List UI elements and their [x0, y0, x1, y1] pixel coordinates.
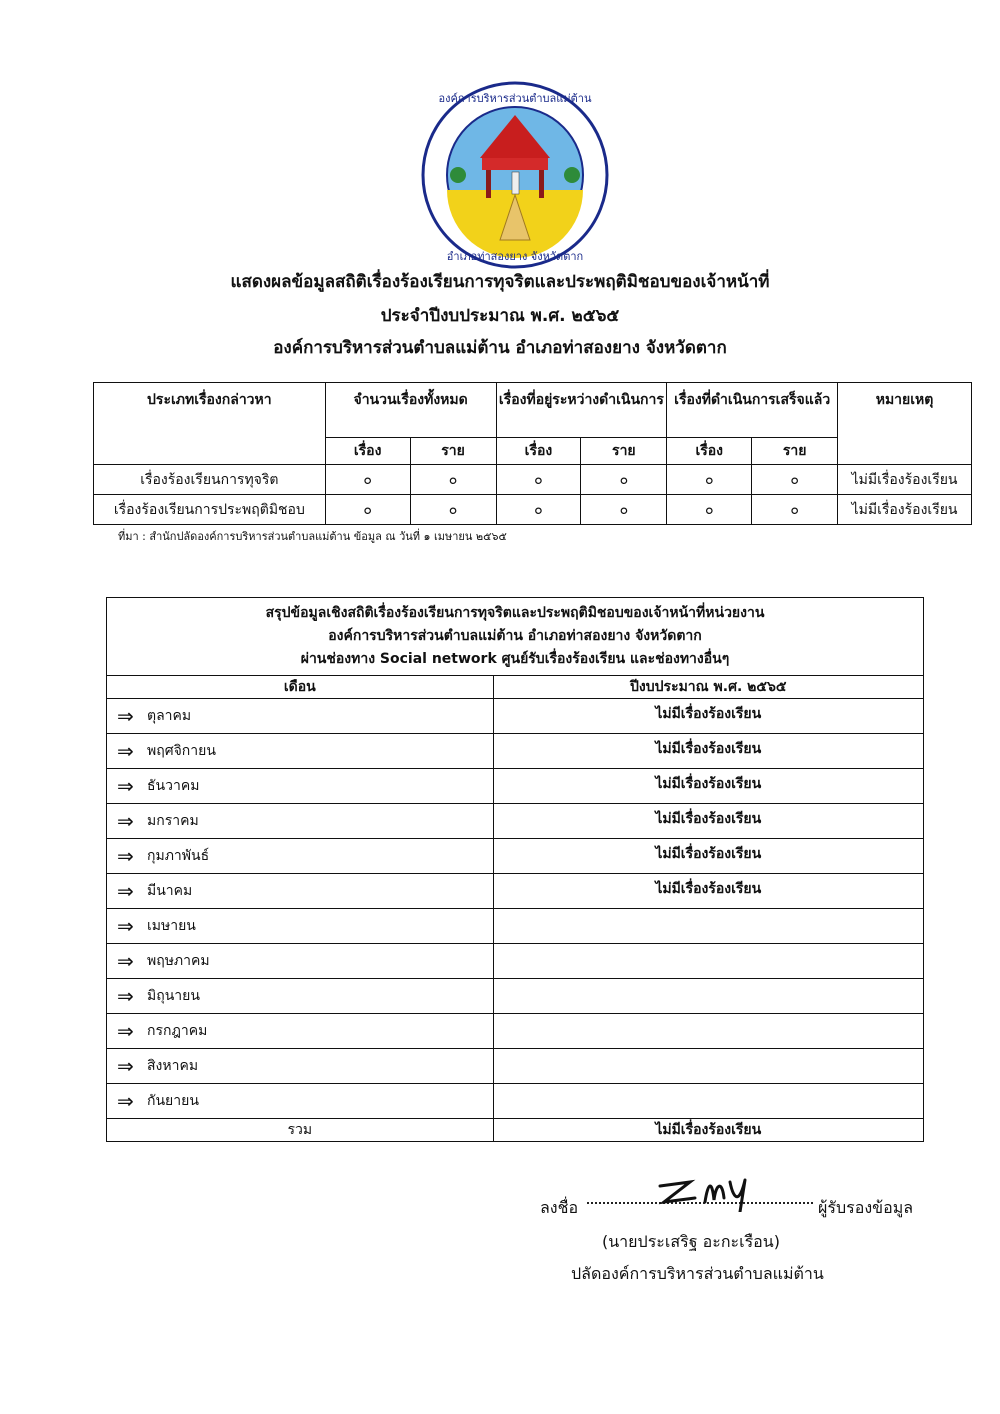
value-cell: ๐: [325, 465, 410, 495]
month-name: ธันวาคม: [147, 778, 200, 794]
table-row: [107, 734, 924, 769]
month-value: ไม่มีเรื่องร้องเรียน: [493, 769, 923, 804]
month-cell: [107, 979, 494, 1014]
subheader-case: ราย: [410, 438, 496, 465]
header-month: เดือน: [107, 676, 494, 699]
sign-label: ลงชื่อ: [540, 1198, 579, 1217]
table-row: [107, 699, 924, 734]
table-row: [107, 769, 924, 804]
right-double-arrow-icon: ⇒: [117, 774, 134, 798]
monthly-summary-table: [106, 597, 924, 1142]
month-value: [493, 909, 923, 944]
right-double-arrow-icon: ⇒: [117, 1019, 134, 1043]
header-remark: หมายเหตุ: [838, 383, 972, 465]
month-value: [493, 944, 923, 979]
subheader-story: เรื่อง: [496, 438, 581, 465]
table-row: [94, 495, 972, 525]
month-cell: [107, 874, 494, 909]
table-row: [107, 1014, 924, 1049]
month-name: มิถุนายน: [147, 988, 200, 1004]
value-cell: ๐: [667, 465, 752, 495]
month-cell: [107, 1084, 494, 1119]
table-row: [107, 979, 924, 1014]
value-cell: ๐: [410, 495, 496, 525]
remark-cell: ไม่มีเรื่องร้องเรียน: [838, 465, 972, 495]
complaint-stats-table: [93, 382, 972, 525]
month-name: พฤษภาคม: [147, 953, 210, 969]
header-in-progress: เรื่องที่อยู่ระหว่างดำเนินการ: [496, 383, 667, 438]
month-value: [493, 1014, 923, 1049]
value-cell: ๐: [752, 495, 838, 525]
subheader-case: ราย: [581, 438, 667, 465]
right-double-arrow-icon: ⇒: [117, 739, 134, 763]
fiscal-year-subtitle: ประจำปีงบประมาณ พ.ศ. ๒๕๖๕: [380, 306, 620, 326]
month-cell: [107, 944, 494, 979]
subheader-case: ราย: [752, 438, 838, 465]
month-name: กันยายน: [147, 1093, 199, 1109]
month-name: มกราคม: [147, 813, 199, 829]
month-name: พฤศจิกายน: [147, 743, 216, 759]
right-double-arrow-icon: ⇒: [117, 704, 134, 728]
table-row: [107, 839, 924, 874]
total-label: รวม: [107, 1119, 494, 1142]
month-cell: [107, 734, 494, 769]
month-cell: [107, 804, 494, 839]
table-row: [107, 944, 924, 979]
summary-title-line2: องค์การบริหารส่วนตำบลแม่ต้าน อำเภอท่าสองยาง จังหวัดตาก: [328, 628, 702, 644]
summary-title-line3: ผ่านช่องทาง Social network ศูนย์รับเรื่องร้องเรียน และช่องทางอื่นๆ: [300, 651, 730, 667]
right-double-arrow-icon: ⇒: [117, 949, 134, 973]
value-cell: ๐: [752, 465, 838, 495]
certifier-label: ผู้รับรองข้อมูล: [818, 1198, 914, 1217]
value-cell: ๐: [581, 495, 667, 525]
value-cell: ๐: [496, 495, 581, 525]
organization-subtitle: องค์การบริหารส่วนตำบลแม่ต้าน อำเภอท่าสองยาง จังหวัดตาก: [273, 338, 727, 358]
logo-text-bottom: อำเภอท่าสองยาง จังหวัดตาก: [446, 250, 584, 263]
month-value: ไม่มีเรื่องร้องเรียน: [493, 804, 923, 839]
report-title: แสดงผลข้อมูลสถิติเรื่องร้องเรียนการทุจริตและประพฤติมิชอบของเจ้าหน้าที่: [230, 272, 770, 292]
month-name: มีนาคม: [147, 883, 193, 899]
month-value: ไม่มีเรื่องร้องเรียน: [493, 874, 923, 909]
signer-name: (นายประเสริฐ อะกะเรือน): [602, 1232, 780, 1251]
month-cell: [107, 1049, 494, 1084]
month-value: ไม่มีเรื่องร้องเรียน: [493, 734, 923, 769]
header-completed: เรื่องที่ดำเนินการเสร็จแล้ว: [667, 383, 838, 438]
handwritten-signature: [650, 1172, 770, 1212]
subheader-story: เรื่อง: [325, 438, 410, 465]
month-name: สิงหาคม: [147, 1058, 199, 1074]
data-source-note: ที่มา : สำนักปลัดองค์การบริหารส่วนตำบลแม่ต้าน ข้อมูล ณ วันที่ ๑ เมษายน ๒๕๖๕: [118, 530, 507, 543]
month-cell: [107, 909, 494, 944]
value-cell: ๐: [410, 465, 496, 495]
table-row: [107, 804, 924, 839]
header-total: จำนวนเรื่องทั้งหมด: [325, 383, 496, 438]
month-value: [493, 979, 923, 1014]
month-value: [493, 1084, 923, 1119]
month-value: ไม่มีเรื่องร้องเรียน: [493, 699, 923, 734]
month-name: ตุลาคม: [147, 708, 192, 724]
table-row: [107, 874, 924, 909]
remark-cell: ไม่มีเรื่องร้องเรียน: [838, 495, 972, 525]
summary-title-line1: สรุปข้อมูลเชิงสถิติเรื่องร้องเรียนการทุจริตและประพฤติมิชอบของเจ้าหน้าที่หน่วยงาน: [265, 605, 765, 621]
right-double-arrow-icon: ⇒: [117, 984, 134, 1008]
signer-position: ปลัดองค์การบริหารส่วนตำบลแม่ต้าน: [571, 1264, 824, 1283]
row-type: เรื่องร้องเรียนการประพฤติมิชอบ: [94, 495, 326, 525]
subheader-story: เรื่อง: [667, 438, 752, 465]
header-fiscal-year: ปีงบประมาณ พ.ศ. ๒๕๖๕: [493, 676, 923, 699]
month-cell: [107, 839, 494, 874]
right-double-arrow-icon: ⇒: [117, 809, 134, 833]
table-row: [107, 1049, 924, 1084]
right-double-arrow-icon: ⇒: [117, 1089, 134, 1113]
right-double-arrow-icon: ⇒: [117, 914, 134, 938]
table-row: [107, 909, 924, 944]
value-cell: ๐: [581, 465, 667, 495]
month-name: กรกฎาคม: [147, 1023, 208, 1039]
total-value: ไม่มีเรื่องร้องเรียน: [493, 1119, 923, 1142]
month-cell: [107, 699, 494, 734]
value-cell: ๐: [667, 495, 752, 525]
organization-seal-logo: [420, 80, 610, 270]
logo-text-top: องค์การบริหารส่วนตำบลแม่ต้าน: [438, 92, 592, 105]
row-type: เรื่องร้องเรียนการทุจริต: [94, 465, 326, 495]
right-double-arrow-icon: ⇒: [117, 879, 134, 903]
month-value: [493, 1049, 923, 1084]
month-cell: [107, 1014, 494, 1049]
table-row: [94, 465, 972, 495]
right-double-arrow-icon: ⇒: [117, 1054, 134, 1078]
value-cell: ๐: [496, 465, 581, 495]
month-value: ไม่มีเรื่องร้องเรียน: [493, 839, 923, 874]
header-complaint-type: ประเภทเรื่องกล่าวหา: [94, 383, 326, 465]
right-double-arrow-icon: ⇒: [117, 844, 134, 868]
summary-title: [107, 598, 924, 676]
month-name: กุมภาพันธ์: [147, 848, 210, 864]
value-cell: ๐: [325, 495, 410, 525]
table-row: [107, 1084, 924, 1119]
month-cell: [107, 769, 494, 804]
month-name: เมษายน: [147, 918, 196, 934]
